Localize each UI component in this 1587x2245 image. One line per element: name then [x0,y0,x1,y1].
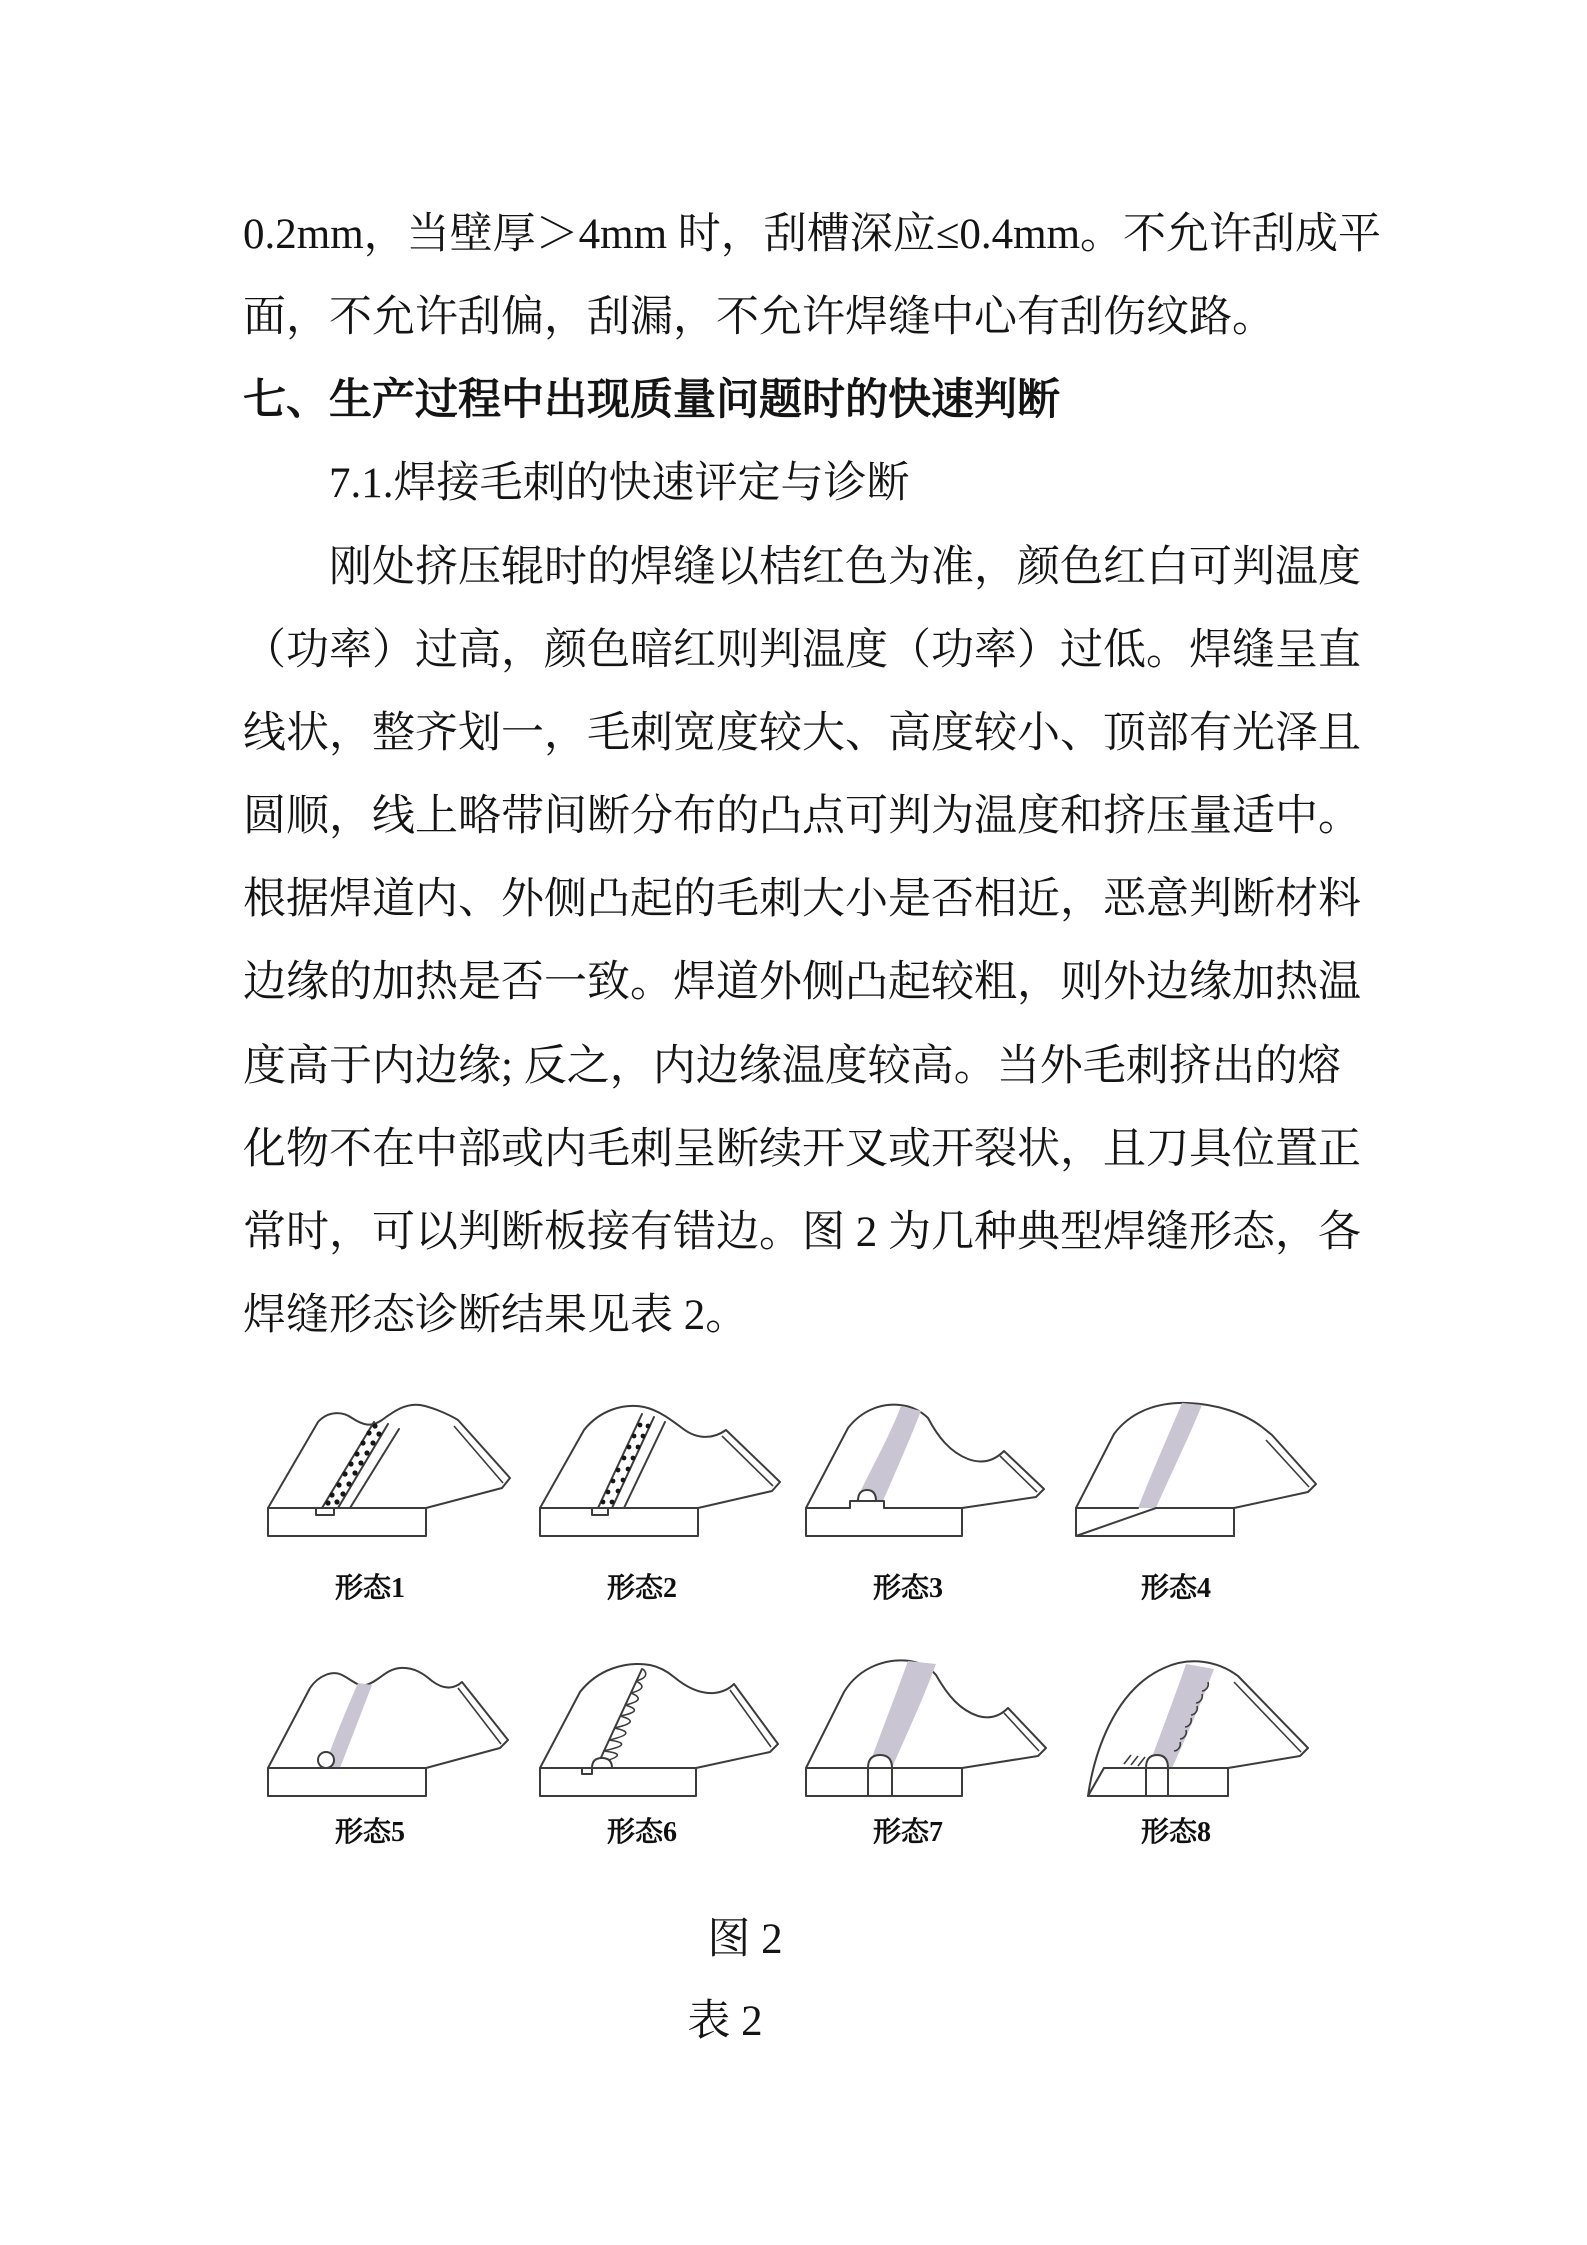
text-line: 刚处挤压辊时的焊缝以桔红色为准，颜色红白可判温度 [329,544,1361,591]
weld-form-8-label: 形态8 [1140,1817,1211,1848]
weld-form-6-drawing [524,1656,804,1808]
text-line: 面，不允许刮偏，刮漏，不允许焊缝中心有刮伤纹路。 [243,294,1275,341]
weld-form-1-drawing [252,1396,532,1548]
text-line: 0.2mm，当壁厚＞4mm 时，刮槽深应≤0.4mm。不允许刮成平 [243,211,1382,258]
text-line: （功率）过高，颜色暗红则判温度（功率）过低。焊缝呈直 [243,627,1361,674]
text-line: 边缘的加热是否一致。焊道外侧凸起较粗，则外边缘加热温 [243,959,1361,1006]
text-line: 度高于内边缘; 反之，内边缘温度较高。当外毛刺挤出的熔 [243,1043,1341,1090]
weld-form-2-drawing [524,1396,804,1548]
weld-form-2-label: 形态2 [606,1573,677,1604]
weld-form-3-drawing [790,1396,1070,1548]
weld-form-5-drawing [252,1656,532,1808]
weld-form-7-label: 形态7 [872,1817,943,1848]
text-line: 焊缝形态诊断结果见表 2。 [243,1292,749,1339]
text-line: 常时，可以判断板接有错边。图 2 为几种典型焊缝形态，各 [243,1209,1361,1256]
section-heading: 七、生产过程中出现质量问题时的快速判断 [243,377,1060,424]
weld-form-4-label: 形态4 [1140,1573,1211,1604]
text-line: 根据焊道内、外侧凸起的毛刺大小是否相近，恶意判断材料 [243,876,1361,923]
weld-form-6-label: 形态6 [606,1817,677,1848]
text-line: 线状，整齐划一，毛刺宽度较大、高度较小、顶部有光泽且 [243,710,1361,757]
table-caption: 表 2 [687,1998,763,2045]
text-line: 化物不在中部或内毛刺呈断续开叉或开裂状，且刀具位置正 [243,1126,1361,1173]
weld-form-8-drawing [1058,1656,1338,1808]
weld-form-5-label: 形态5 [334,1817,405,1848]
weld-form-1-label: 形态1 [334,1573,405,1604]
figure-caption: 图 2 [707,1916,783,1963]
weld-form-3-label: 形态3 [872,1573,943,1604]
weld-form-7-drawing [790,1656,1070,1808]
subsection-heading: 7.1.焊接毛刺的快速评定与诊断 [329,460,910,507]
weld-form-4-drawing [1058,1396,1338,1548]
text-line: 圆顺，线上略带间断分布的凸点可判为温度和挤压量适中。 [243,793,1361,840]
